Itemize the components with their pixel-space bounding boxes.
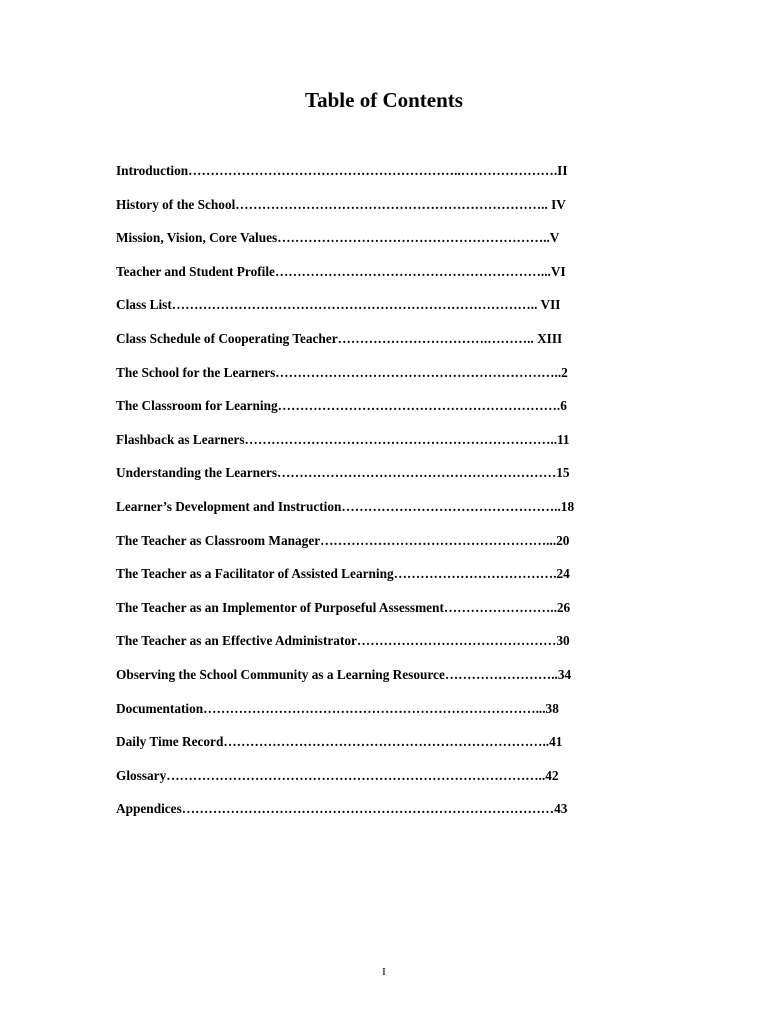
toc-entry-appendices: Appendices…………………………………………………………………………43 [116,801,568,817]
toc-entry-glossary: Glossary…………………………………………………………………………..42 [116,767,559,783]
toc-entry-class-schedule: Class Schedule of Cooperating Teacher…………………………….……….. XIII [116,330,563,346]
page-number: I [382,966,386,978]
toc-entry-class-list: Class List……………………………………………………………………….. VII [116,297,561,313]
toc-entry-observing-school-community: Observing the School Community as a Learning Resource……………………..34 [116,666,572,682]
toc-entry-daily-time-record: Daily Time Record………………………………………………………………..41 [116,734,563,750]
toc-entry-flashback-as-learners: Flashback as Learners……………………………………………………………..11 [116,431,570,447]
toc-entry-teacher-and-student-profile: Teacher and Student Profile……………………………………………………...VI [116,263,566,279]
toc-entry-school-for-the-learners: The School for the Learners………………………………………………………..2 [116,364,568,380]
toc-entry-teacher-as-administrator: The Teacher as an Effective Administrator………………………………………30 [116,633,570,649]
toc-entry-classroom-for-learning: The Classroom for Learning……………………………………………………….6 [116,398,567,414]
table-of-contents-list [116,160,656,832]
toc-entry-history-of-the-school: History of the School…………………………………………………………….. IV [116,196,566,212]
toc-entry-documentation: Documentation…………………………………………………………………...38 [116,700,559,716]
toc-entry-teacher-as-implementor: The Teacher as an Implementor of Purposeful Assessment……………………..26 [116,599,571,615]
toc-entry-introduction: Introduction……………………………………………………..………………….II [116,163,568,178]
toc-entry-understanding-the-learners: Understanding the Learners………………………………………………………15 [116,465,570,481]
toc-entry-teacher-as-facilitator: The Teacher as a Facilitator of Assisted Learning……………………………….24 [116,566,570,582]
toc-entry-teacher-as-classroom-manager: The Teacher as Classroom Manager……………………………………………...20 [116,532,570,548]
toc-entry-learners-development: Learner’s Development and Instruction…………………………………………..18 [116,498,575,514]
toc-entry-mission-vision-core-values: Mission, Vision, Core Values……………………………………………………..V [116,230,560,246]
page-title: Table of Contents [305,88,463,112]
